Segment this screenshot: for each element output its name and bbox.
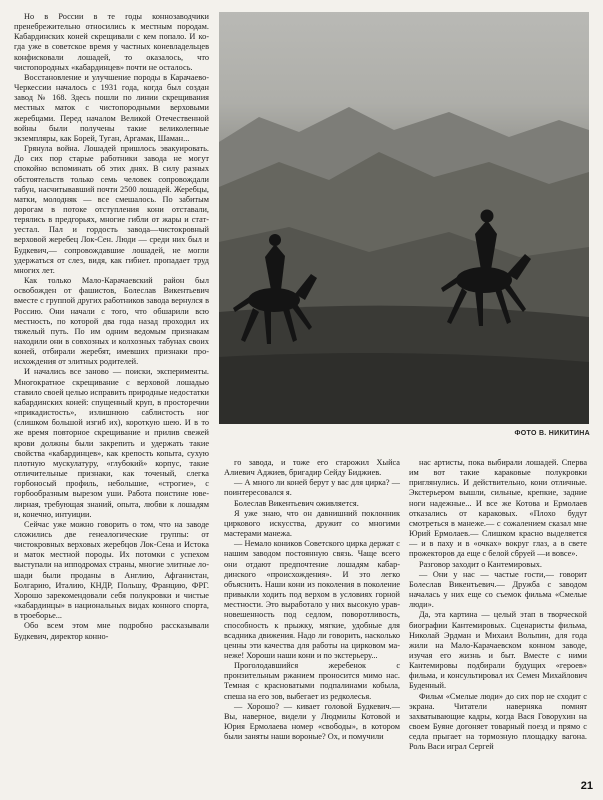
paragraph: Как только Мало-Карачаевский район был освобожден от фашистов, Болеслав Викентьевич вместе с группой других работников завода вернулся в Россию. Они начали с того, что обшарили всю местность, по которой два года назад проходил их тяжелый путь. По им одним ведомым признакам находили они в совхозных и колхозных табунах своих коней, отбирали жеребят, имевших признаки происхождения от элитных родителей. <box>14 276 209 367</box>
paragraph: — Хорошо? — кивает головой Будкевич.— Вы, наверное, видели у Людмилы Котовой и Юрия Ермолаева номер «свободы», в котором были заняты наши вороные? Ох, и помучили <box>224 701 400 742</box>
paragraph: Я уже знаю, что он давнишний поклонник циркового искусства, дружит со многими мастерами манежа. <box>224 508 400 539</box>
article-column-3 <box>409 458 587 790</box>
paragraph: Болеслав Викентьевич оживляется. <box>234 498 359 508</box>
photo-credit: ФОТО В. НИКИТИНА <box>514 430 590 437</box>
paragraph: Восстановление и улучшение породы в Карачаево-Черкессии началось с 1931 года, когда был создан завод № 168. Здесь пошли по линии скрещивания местных маток с чистопородными верховыми жеребцами. Перед началом Великой Отечественной войны были получены такие великолепные экземпляры, как Борей, Туган, Аргамак, Шаман... <box>14 72 209 143</box>
paragraph: го завода, и тоже его старожил Хыйса Алиевич Аджиев, бригадир Сейду Биджиев. <box>224 458 400 478</box>
paragraph: Фильм «Смелые люди» до сих пор не сходит с экрана. Читатели наверняка помнят захватывающие кадры, когда Вася Говорухин на своем Буяне догоняет товарный поезд и прямо с седла прыгает на тормозную площадку вагона. Роль Васи играл Сергей <box>409 691 587 752</box>
paragraph: Грянула война. Лошадей пришлось эвакуировать. До сих пор старые работники завода не могут спокойно вспоминать об этих днях. В силу разных обстоятельств только семь человек сопровождали табун, насчитывавший почти 2500 лошадей. Жеребцы, матки, молодняк — все смешалось. По забитым дорогам в потоке отступления кони отставали, терялись в предгорьях, многие гибли от жары и статуестал. Пал и гордость завода—чистокровный верховой жеребец Лок-Сен. Люди — среди них был и Будкевич,— сопровождавшие лошадей, не могли удержаться от слез, видя, как гибнет. пропадает труд многих лет. <box>14 144 209 275</box>
paragraph: Но в России в те годы коннозаводчики пренебрежительно относились к местным породам. Кабардинских коней скрещивали с кем попало. И когда уже в советское время у частных коневладельцев конфисковали лошадей, то оказалось, что чистопородных «кабардинцев» почти не осталось. <box>14 12 209 72</box>
paragraph: Обо всем этом мне подробно рассказывали Будкевич, директор конно- <box>14 621 209 641</box>
article-column-2 <box>224 458 400 790</box>
mountain-landscape-illustration <box>219 12 589 424</box>
paragraph: — Немало коников Советского цирка держат с нашим заводом постоянную связь. Чаще всего они отдают предпочтение лошадям кабардинского «происхождения». И это легко объяснить. Наши кони из поколения в поколение привыкли ходить под верхом в условиях горной местности. Это выработало у них высокую уравновешенность под седлом, поворотливость, способность к прыжку, мягкие, удобные для всадника движения. Надо ли говорить, насколько ценны эти качества для работы на цирковом манеже! Хороши наши кони и по экстерьеру... <box>224 539 400 660</box>
paragraph: И начались все заново — поиски, эксперименты. Многократное скрещивание с верховой лошадью ставило своей целью исправить природные недостатки кабардинских коней: спущенный круп, в просторечии «прикадистость», излишнюю саблистость ног (слишком большой изгиб их), короткую шею. И в то же время повторное скрещивание и прилив свежей крови должны были закрепить и удержать такие свойства «кабардинцев», как крепость копыта, сухую плотную мускулатуру, «глубокий» корпус, такие отличительные признаки, как точеный, слегка горбоносый профиль, небольшие, «строгие», с горбообразным вырезом уши. Работа поистине ювелирная, требующая знаний, опыта, любви к лошадям и, конечно, интуиции. <box>14 367 209 519</box>
paragraph: нас артисты, пока выбирали лошадей. Сперва им вот такие караковые полукровки приглянулись. И действительно, кони отличные. Экстерьером вышли, сильные, крепкие, задние ноги надежные... И все же Котова и Ермолаев отказались от караковых. «Плохо будут смотреться в манеже.— с сожалением сказал мне Юрий Ермолаев.— Слишком красно выделяется — и в паху и в «очках» вокруг глаз, а в свете прожекторов да еще с белой сбруей —и вовсе». <box>409 458 587 559</box>
paragraph: Сейчас уже можно говорить о том, что на заводе сложились две генеалогические группы: от чистокровных верховых жеребцов Лок-Сена и Истока и маток местной породы. Их потомки с успехом выступали на ипподромах страны, многие элитные лошади были проданы в Англию, Афганистан, Болгарию, Италию, КНДР, Польшу, Францию, ФРГ. Хорошо зарекомендовали себя полукровки и чистые «кабардинцы» в национальных видах конного спорта, в троеборье... <box>14 519 209 621</box>
article-column-1 <box>14 12 209 792</box>
paragraph: — Они у нас — частые гости,— говорит Болеслав Викентьевич.— Дружба с заводом началась у них еще со съемок фильма «Смелые люди». <box>409 569 587 610</box>
paragraph: Да, эта картина — целый этап в творческой биографии Кантемировых. Сценаристы фильма, Николай Эрдман и Михаил Вольпин, для года жили на Мало-Карачаевском конном заводе, изучая его жизнь и быт. Вместе с ними Кантемировы подбирали будущих «героев» фильма, и консультировал их Семен Михайлович Буденный. <box>409 610 587 691</box>
paragraph: Проголодавшийся жеребенок с пронзительным ржанием проносится мимо нас. Темная с красноватыми подпалинами кобыла, спеша на его зов, выбегает из редколесья. <box>224 661 400 701</box>
paragraph: — А много ли коней берут у вас для цирка? — поинтересовался я. <box>224 478 400 498</box>
page-number: 21 <box>580 780 593 792</box>
horse-riders-photo <box>219 12 589 424</box>
paragraph: Разговор заходит о Кантемировых. <box>419 559 542 569</box>
